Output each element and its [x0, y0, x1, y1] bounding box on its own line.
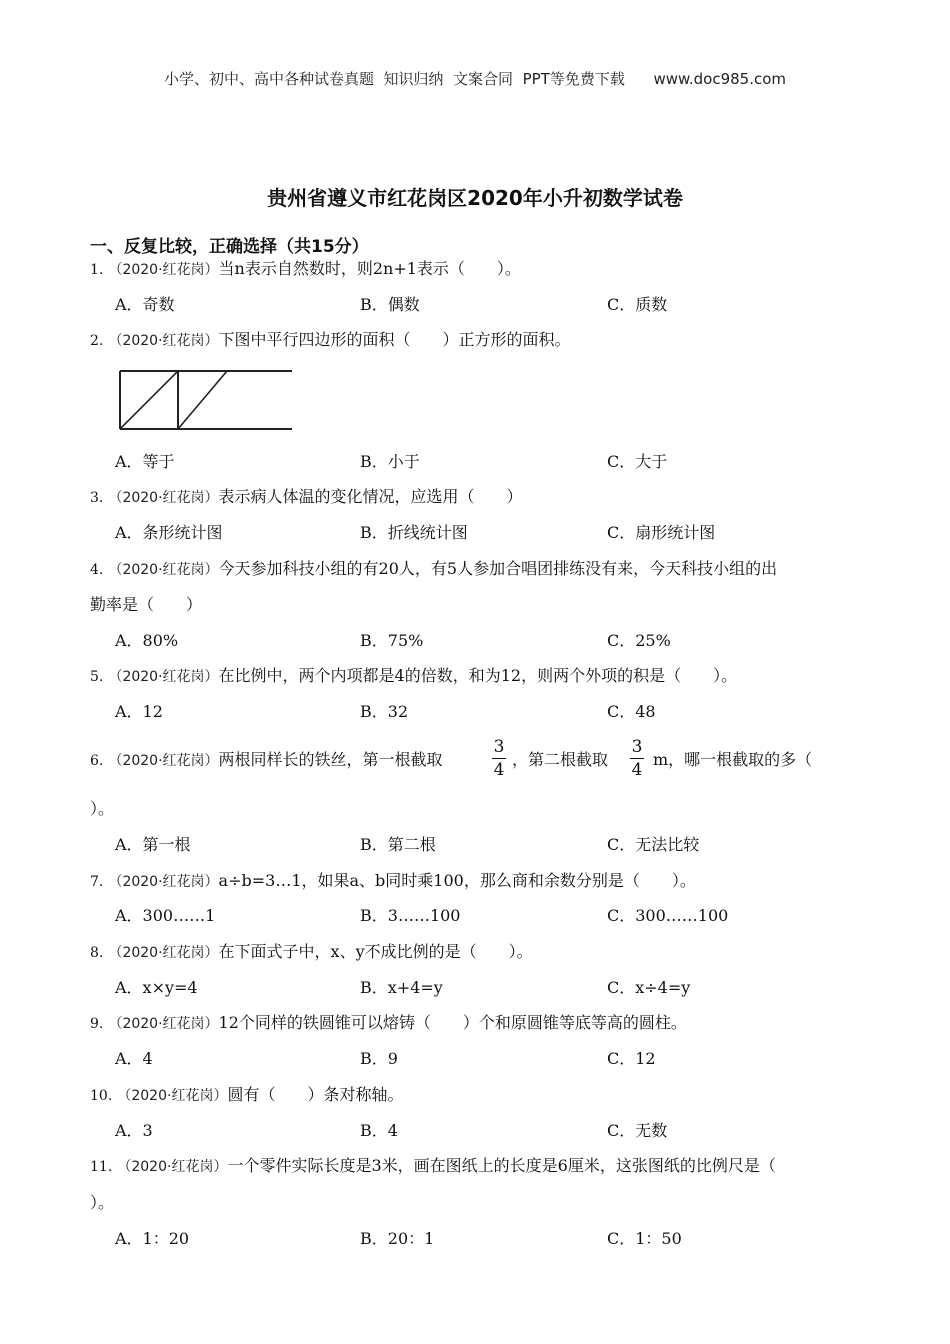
option-c[interactable]: C．1：50 — [607, 1229, 682, 1248]
option-a[interactable]: A．3 — [115, 1121, 153, 1140]
option-a[interactable]: A．x×y=4 — [115, 978, 198, 997]
option-b[interactable]: B．小于 — [360, 452, 420, 471]
option-b[interactable]: B．32 — [360, 702, 409, 721]
fraction-three-quarters: 3 4 — [493, 737, 505, 780]
section-heading: 一、反复比较，正确选择（共15分） — [90, 237, 369, 257]
question-6-continuation: ）。 — [90, 799, 115, 818]
option-b[interactable]: B．折线统计图 — [360, 523, 468, 542]
option-c[interactable]: C．无法比较 — [607, 835, 700, 854]
question-1: 1. （2020·红花岗）当n表示自然数时，则2n+1表示（ ）。 — [90, 259, 521, 278]
option-c[interactable]: C．x÷4=y — [607, 978, 691, 997]
question-2: 2. （2020·红花岗）下图中平行四边形的面积（ ）正方形的面积。 — [90, 330, 571, 349]
question-6: 6. （2020·红花岗）两根同样长的铁丝，第一根截取 — [90, 750, 443, 769]
option-a[interactable]: A．4 — [115, 1049, 153, 1068]
option-b[interactable]: B．75% — [360, 631, 424, 650]
question-11: 11. （2020·红花岗）一个零件实际长度是3米，画在图纸上的长度是6厘米，这张图纸的比例尺是（ — [90, 1156, 776, 1175]
option-c[interactable]: C．48 — [607, 702, 656, 721]
question-8: 8. （2020·红花岗）在下面式子中，x、y不成比例的是（ ）。 — [90, 942, 533, 961]
option-c[interactable]: C．质数 — [607, 295, 668, 314]
option-c[interactable]: C．扇形统计图 — [607, 523, 716, 542]
option-b[interactable]: B．3……100 — [360, 906, 461, 925]
option-b[interactable]: B．第二根 — [360, 835, 436, 854]
option-b[interactable]: B．偶数 — [360, 295, 420, 314]
question-5: 5. （2020·红花岗）在比例中，两个内项都是4的倍数，和为12，则两个外项的积是（ ）。 — [90, 666, 738, 685]
option-a[interactable]: A．等于 — [115, 452, 175, 471]
option-a[interactable]: A．80% — [115, 631, 179, 650]
option-b[interactable]: B．9 — [360, 1049, 398, 1068]
option-b[interactable]: B．x+4=y — [360, 978, 443, 997]
question-3: 3. （2020·红花岗）表示病人体温的变化情况，应选用（ ） — [90, 487, 523, 506]
option-c[interactable]: C．12 — [607, 1049, 656, 1068]
option-a[interactable]: A．奇数 — [115, 295, 175, 314]
option-a[interactable]: A．1：20 — [115, 1229, 190, 1248]
question-6-middle: ，第二根截取 — [512, 750, 609, 769]
question-4: 4. （2020·红花岗）今天参加科技小组的有20人，有5人参加合唱团排练没有来，今天科技小组的出 — [90, 559, 778, 578]
option-c[interactable]: C．无数 — [607, 1121, 668, 1140]
question-10: 10. （2020·红花岗）圆有（ ）条对称轴。 — [90, 1085, 404, 1104]
option-c[interactable]: C．300……100 — [607, 906, 729, 925]
option-c[interactable]: C．25% — [607, 631, 671, 650]
question-7: 7. （2020·红花岗）a÷b=3…1，如果a、b同时乘100，那么商和余数分别是（ ）。 — [90, 871, 696, 890]
option-a[interactable]: A．条形统计图 — [115, 523, 223, 542]
option-b[interactable]: B．4 — [360, 1121, 398, 1140]
option-b[interactable]: B．20：1 — [360, 1229, 435, 1248]
question-4-continuation: 勤率是（ ） — [90, 595, 203, 614]
option-a[interactable]: A．第一根 — [115, 835, 191, 854]
question-9: 9. （2020·红花岗）12个同样的铁圆锥可以熔铸（ ）个和原圆锥等底等高的圆柱。 — [90, 1013, 687, 1032]
question-11-continuation: ）。 — [90, 1193, 115, 1212]
parallelogram-square-figure — [115, 364, 295, 434]
page-header: 小学、初中、高中各种试卷真题 知识归纳 文案合同 PPT等免费下载 www.doc985.com — [163, 70, 787, 88]
option-a[interactable]: A．300……1 — [115, 906, 216, 925]
option-c[interactable]: C．大于 — [607, 452, 668, 471]
fraction-three-quarters: 3 4 — [631, 737, 643, 780]
question-6-end: m，哪一根截取的多（ — [653, 750, 813, 769]
option-a[interactable]: A．12 — [115, 702, 163, 721]
page-title: 贵州省遵义市红花岗区2020年小升初数学试卷 — [267, 186, 683, 210]
